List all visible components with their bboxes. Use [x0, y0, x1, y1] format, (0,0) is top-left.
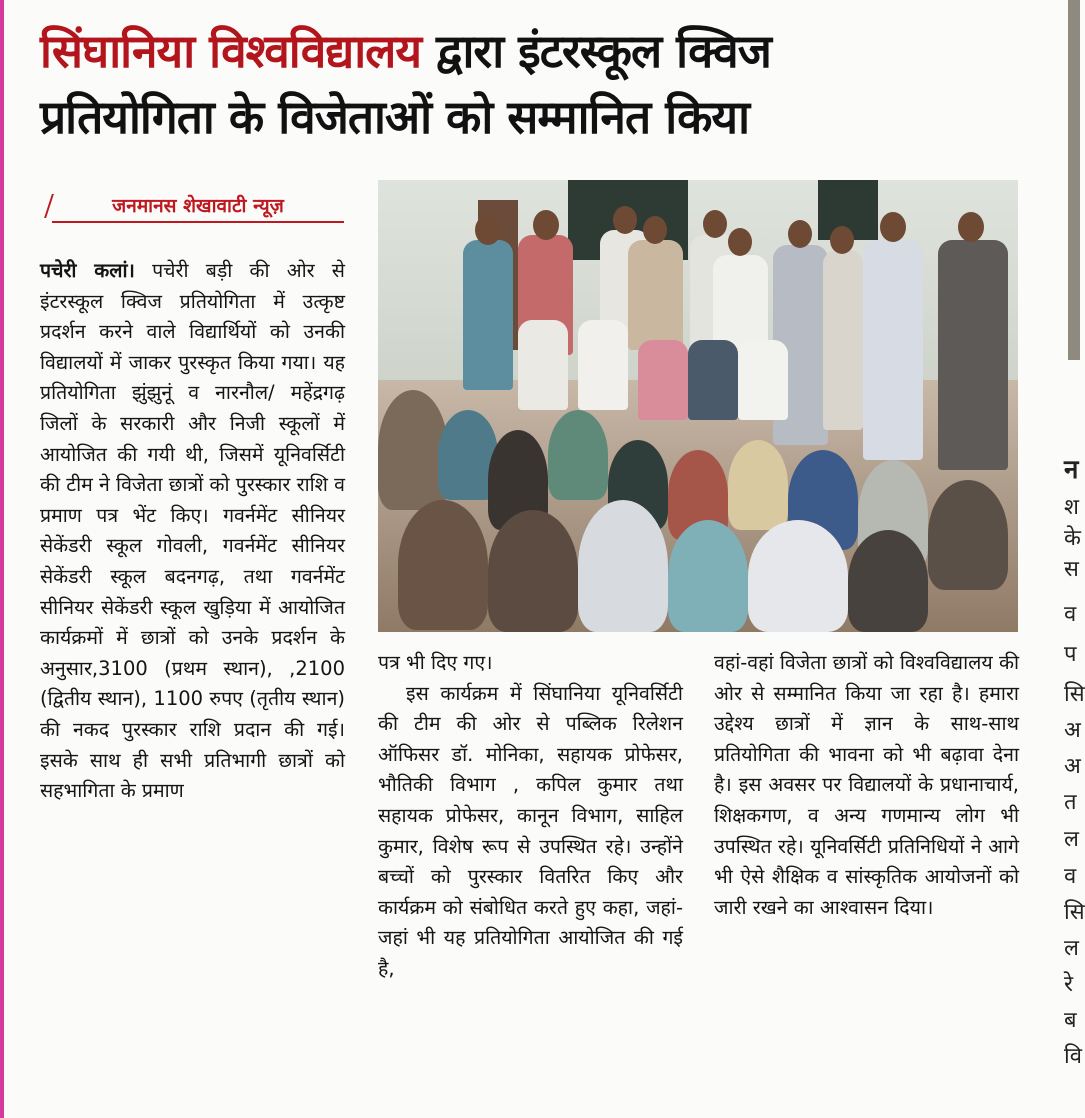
photo-head: [475, 215, 501, 245]
news-photo: [378, 180, 1018, 632]
photo-head: [533, 210, 559, 240]
photo-student: [638, 340, 688, 420]
photo-student: [518, 320, 568, 410]
adjacent-fragment: अ: [1064, 754, 1081, 779]
adjacent-fragment: ल: [1064, 827, 1079, 852]
column1-text: पचेरी बड़ी की ओर से इंटरस्कूल क्विज प्रतियोगिता में उत्कृष्ट प्रदर्शन करने वाले विद्यार्थियों को उनकी विद्यालयों में जाकर पुरस्कृत किया गया। यह प्रतियोगिता झुंझुनूं व नारनौल/ महेंद्रगढ़ जिलों के सरकारी और निजी स्कूलों में आयोजित की गयी थी, जिसमें यूनिवर्सिटी की टीम ने विजेता छात्रों को पुरस्कार राशि व प्रमाण पत्र भेंट किए। गवर्नमेंट सीनियर सेकेंडरी स्कूल गोवली, गवर्नमेंट सीनियर सेकेंडरी स्कूल बदनगढ़, तथा गवर्नमेंट सीनियर सेकेंडरी स्कूल खुड़िया में आयोजित कार्यक्रमों में छात्रों को उनके प्रदर्शन के अनुसार,3100 (प्रथम स्थान), ,2100 (द्वितीय स्थान), 1100 रुपए (तृतीय स्थान) की नकद पुरस्कार राशि प्रदान की गई। इसके साथ ही सभी प्रतिभागी छात्रों को सहभागिता के प्रमाण: [40, 259, 345, 803]
photo-adult: [863, 240, 923, 460]
photo-head: [643, 216, 667, 244]
photo-head: [958, 212, 984, 242]
page-edge-rule: [0, 0, 4, 1118]
headline-line1-rest: द्वारा इंटरस्कूल क्विज: [421, 24, 771, 78]
adjacent-fragment: श: [1064, 495, 1079, 520]
adjacent-fragment: के: [1064, 526, 1081, 551]
column2-paragraph-2: इस कार्यक्रम में सिंघानिया यूनिवर्सिटी की टीम की ओर से पब्लिक रिलेशन ऑफिसर डॉ. मोनिका, सहायक प्रोफेसर, भौतिकी विभाग , कपिल कुमार तथा सहायक प्रोफेसर, कानून विभाग, साहिल कुमार, विशेष रूप से उपस्थित रहे। उन्होंने बच्चों को पुरस्कार वितरित किए और कार्यक्रम को संबोधित करते हुए कहा, जहां-जहां भी यह प्रतियोगिता आयोजित की गई है,: [378, 681, 683, 980]
adjacent-fragment: ल: [1064, 936, 1079, 961]
photo-head: [830, 226, 854, 254]
column3-text: वहां-वहां विजेता छात्रों को विश्वविद्यालय की ओर से सम्मानित किया जा रहा है। हमारा उद्देश्य छात्रों में ज्ञान के साथ-साथ प्रतियोगिता की भावना को भी बढ़ावा देना है। इस अवसर पर विद्यालयों के प्रधानाचार्य, शिक्षकगण, व अन्य गणमान्य लोग भी उपस्थित रहे। यूनिवर्सिटी प्रतिनिधियों ने आगे भी ऐसे शैक्षिक व सांस्कृतिक आयोजनों को जारी रखने का आश्वासन दिया।: [714, 651, 1019, 919]
photo-child: [548, 410, 608, 500]
photo-child: [848, 530, 928, 632]
photo-student: [578, 320, 628, 410]
adjacent-fragment: प: [1064, 642, 1077, 667]
article-column-3: [714, 648, 1019, 1116]
article-column-1: [40, 256, 345, 1116]
dateline: पचेरी कलां।: [40, 259, 135, 282]
adjacent-photo-edge: [1068, 0, 1080, 360]
adjacent-fragment: सि: [1064, 900, 1085, 925]
adjacent-fragment: सि: [1064, 682, 1085, 707]
byline: जनमानस शेखावाटी न्यूज़: [52, 192, 344, 223]
adjacent-fragment: त: [1064, 790, 1077, 815]
column2-paragraph-1: पत्र भी दिए गए।: [378, 651, 493, 674]
adjacent-fragment: व: [1064, 864, 1077, 889]
adjacent-fragment: वि: [1064, 1044, 1082, 1069]
photo-child: [668, 520, 748, 632]
photo-child: [748, 520, 848, 632]
photo-head: [613, 206, 637, 234]
headline: [40, 18, 1030, 150]
headline-line2: प्रतियोगिता के विजेताओं को सम्मानित किया: [40, 90, 750, 144]
headline-highlight: सिंघानिया विश्वविद्यालय: [40, 24, 422, 78]
adjacent-fragment: न: [1064, 455, 1079, 485]
photo-child: [398, 500, 488, 630]
photo-adult: [938, 240, 1008, 470]
photo-child: [928, 480, 1008, 590]
photo-head: [880, 212, 906, 242]
photo-adult: [628, 240, 683, 350]
adjacent-fragment: ब: [1064, 1008, 1077, 1033]
adjacent-fragment: अ: [1064, 718, 1081, 743]
article-column-2: [378, 648, 683, 1116]
photo-child: [578, 500, 668, 632]
adjacent-article-edge: [1040, 0, 1085, 1118]
photo-child: [488, 510, 578, 632]
photo-student: [738, 340, 788, 420]
photo-adult: [823, 250, 863, 430]
photo-child: [728, 440, 788, 530]
adjacent-fragment: व: [1064, 602, 1077, 627]
adjacent-fragment: रे: [1064, 972, 1073, 997]
photo-head: [728, 228, 752, 256]
photo-head: [788, 220, 812, 248]
photo-head: [703, 210, 727, 238]
photo-student: [688, 340, 738, 420]
adjacent-fragment: स: [1064, 557, 1079, 582]
photo-adult: [463, 240, 513, 390]
